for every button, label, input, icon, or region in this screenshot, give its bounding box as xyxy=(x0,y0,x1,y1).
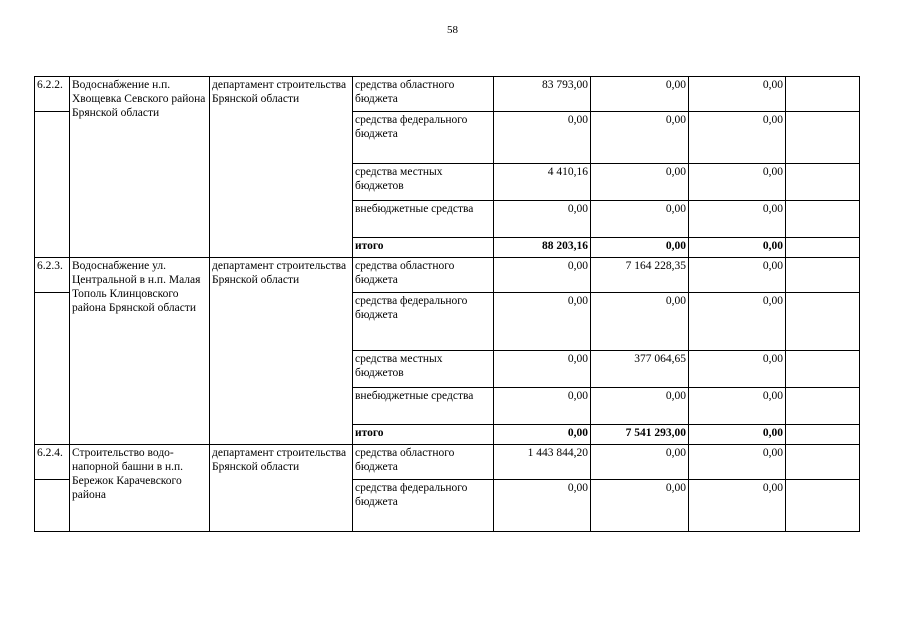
item-code: 6.2.3. xyxy=(35,258,70,293)
empty-cell xyxy=(786,351,860,388)
item-code: 6.2.2. xyxy=(35,77,70,112)
amount-1: 0,00 xyxy=(494,112,591,164)
item-executor: департамент строительства Брянской области xyxy=(210,258,353,445)
amount-1: 0,00 xyxy=(494,201,591,238)
amount-1: 0,00 xyxy=(494,293,591,351)
budget-table xyxy=(34,76,860,532)
table-row xyxy=(35,258,860,293)
amount-1: 0,00 xyxy=(494,351,591,388)
amount-2: 0,00 xyxy=(591,112,689,164)
page-number: 58 xyxy=(447,24,458,36)
amount-2: 0,00 xyxy=(591,77,689,112)
empty-cell xyxy=(786,293,860,351)
amount-2: 0,00 xyxy=(591,238,689,258)
amount-2: 377 064,65 xyxy=(591,351,689,388)
amount-3: 0,00 xyxy=(689,238,786,258)
empty-cell xyxy=(786,112,860,164)
empty-cell xyxy=(786,425,860,445)
amount-2: 0,00 xyxy=(591,480,689,532)
amount-3: 0,00 xyxy=(689,480,786,532)
empty-cell xyxy=(786,258,860,293)
item-executor: департамент строительства Брянской области xyxy=(210,445,353,532)
funding-source: итого xyxy=(353,425,494,445)
empty-cell xyxy=(786,201,860,238)
empty-cell xyxy=(786,164,860,201)
amount-1: 0,00 xyxy=(494,388,591,425)
amount-1: 88 203,16 xyxy=(494,238,591,258)
item-executor: департамент строительства Брянской области xyxy=(210,77,353,258)
amount-2: 0,00 xyxy=(591,164,689,201)
funding-source: итого xyxy=(353,238,494,258)
amount-1: 0,00 xyxy=(494,480,591,532)
amount-2: 7 541 293,00 xyxy=(591,425,689,445)
funding-source: средства федерального бюджета xyxy=(353,112,494,164)
funding-source: средства федерального бюджета xyxy=(353,480,494,532)
amount-3: 0,00 xyxy=(689,445,786,480)
empty-cell xyxy=(786,238,860,258)
table-body xyxy=(35,77,860,532)
amount-2: 0,00 xyxy=(591,445,689,480)
amount-3: 0,00 xyxy=(689,164,786,201)
amount-3: 0,00 xyxy=(689,258,786,293)
item-code: 6.2.4. xyxy=(35,445,70,480)
amount-3: 0,00 xyxy=(689,112,786,164)
item-code-blank xyxy=(35,293,70,445)
item-code-blank xyxy=(35,112,70,258)
amount-1: 0,00 xyxy=(494,425,591,445)
item-code-blank xyxy=(35,480,70,532)
item-name: Водоснабжение н.п. Хвощевка Севского района Брянской области xyxy=(70,77,210,258)
funding-source: средства областного бюджета xyxy=(353,77,494,112)
amount-3: 0,00 xyxy=(689,77,786,112)
amount-3: 0,00 xyxy=(689,425,786,445)
empty-cell xyxy=(786,388,860,425)
item-name: Строительство водо-напорной башни в н.п. Бережок Карачевского района xyxy=(70,445,210,532)
amount-1: 83 793,00 xyxy=(494,77,591,112)
empty-cell xyxy=(786,77,860,112)
funding-source: средства местных бюджетов xyxy=(353,164,494,201)
empty-cell xyxy=(786,445,860,480)
funding-source: внебюджетные средства xyxy=(353,388,494,425)
amount-3: 0,00 xyxy=(689,388,786,425)
amount-3: 0,00 xyxy=(689,293,786,351)
empty-cell xyxy=(786,480,860,532)
amount-1: 0,00 xyxy=(494,258,591,293)
amount-2: 0,00 xyxy=(591,201,689,238)
funding-source: средства областного бюджета xyxy=(353,445,494,480)
funding-source: средства местных бюджетов xyxy=(353,351,494,388)
amount-1: 4 410,16 xyxy=(494,164,591,201)
amount-2: 0,00 xyxy=(591,293,689,351)
table-row xyxy=(35,77,860,112)
amount-2: 7 164 228,35 xyxy=(591,258,689,293)
amount-3: 0,00 xyxy=(689,201,786,238)
amount-2: 0,00 xyxy=(591,388,689,425)
amount-1: 1 443 844,20 xyxy=(494,445,591,480)
item-name: Водоснабжение ул. Центральной в н.п. Малая Тополь Клинцовского района Брянской области xyxy=(70,258,210,445)
funding-source: средства областного бюджета xyxy=(353,258,494,293)
funding-source: внебюджетные средства xyxy=(353,201,494,238)
funding-source: средства федерального бюджета xyxy=(353,293,494,351)
table-row xyxy=(35,445,860,480)
amount-3: 0,00 xyxy=(689,351,786,388)
